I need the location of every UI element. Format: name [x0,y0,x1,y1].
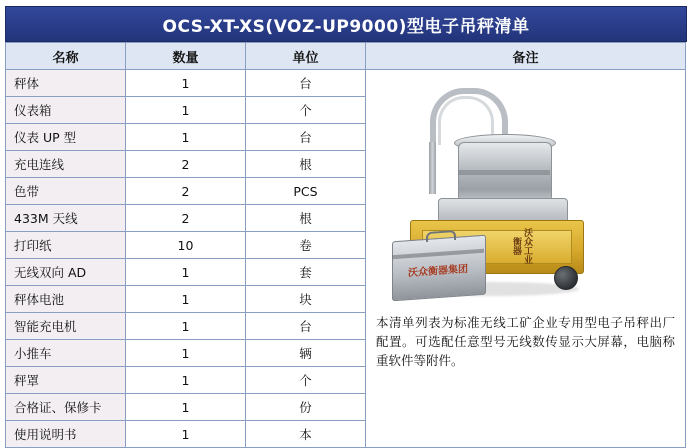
cell-qty: 2 [126,151,246,178]
cell-qty: 1 [126,313,246,340]
cell-unit: 个 [246,367,366,394]
support-post-left [429,142,436,194]
cell-name: 秤体电池 [6,286,126,313]
cell-unit: 套 [246,259,366,286]
frame-brand-text: 沃众工业衡器 [511,228,532,264]
cell-unit: 块 [246,286,366,313]
cell-qty: 1 [126,421,246,448]
cell-name: 仪表箱 [6,97,126,124]
cell-unit: 辆 [246,340,366,367]
cell-unit: 份 [246,394,366,421]
remark-text: 本清单列表为标准无线工矿企业专用型电子吊秤出厂配置。可选配任意型号无线数传显示大屏幕，电脑称重软件等附件。 [376,315,675,368]
cell-unit: PCS [246,178,366,205]
cell-qty: 2 [126,205,246,232]
cell-qty: 1 [126,124,246,151]
column-header-remark: 备注 [366,43,686,70]
case-brand-text: 沃众衡器集团 [408,263,468,280]
cell-name: 小推车 [6,340,126,367]
cell-qty: 1 [126,259,246,286]
cell-name: 使用说明书 [6,421,126,448]
cell-name: 合格证、保修卡 [6,394,126,421]
cart-wheel-right [554,266,578,290]
cell-qty: 1 [126,340,246,367]
column-header-unit: 单位 [246,43,366,70]
table-row [6,70,686,97]
document-title-bar [5,6,687,42]
cell-unit: 卷 [246,232,366,259]
cell-qty: 1 [126,97,246,124]
cell-name: 智能充电机 [6,313,126,340]
cell-qty: 1 [126,70,246,97]
cell-name: 433M 天线 [6,205,126,232]
cell-qty: 2 [126,178,246,205]
cell-name: 秤罩 [6,367,126,394]
remark-cell [366,70,686,448]
cell-name: 色带 [6,178,126,205]
cell-unit: 本 [246,421,366,448]
cell-name: 无线双向 AD [6,259,126,286]
cell-unit: 台 [246,313,366,340]
cell-unit: 台 [246,70,366,97]
cell-qty: 10 [126,232,246,259]
parts-list-table [5,42,686,448]
case-handle-icon [426,230,456,242]
product-photo [366,70,685,310]
cell-qty: 1 [126,394,246,421]
cell-qty: 1 [126,286,246,313]
page-title: OCS-XT-XS(VOZ-UP9000)型电子吊秤清单 [162,16,530,37]
cell-qty: 1 [126,367,246,394]
cell-unit: 根 [246,151,366,178]
cell-name: 秤体 [6,70,126,97]
drum-band [458,170,550,175]
cell-name: 仪表 UP 型 [6,124,126,151]
cell-name: 打印纸 [6,232,126,259]
cell-name: 充电连线 [6,151,126,178]
cell-unit: 根 [246,205,366,232]
table-header-row [6,43,686,70]
column-header-qty: 数量 [126,43,246,70]
cell-unit: 个 [246,97,366,124]
cell-unit: 台 [246,124,366,151]
column-header-name: 名称 [6,43,126,70]
